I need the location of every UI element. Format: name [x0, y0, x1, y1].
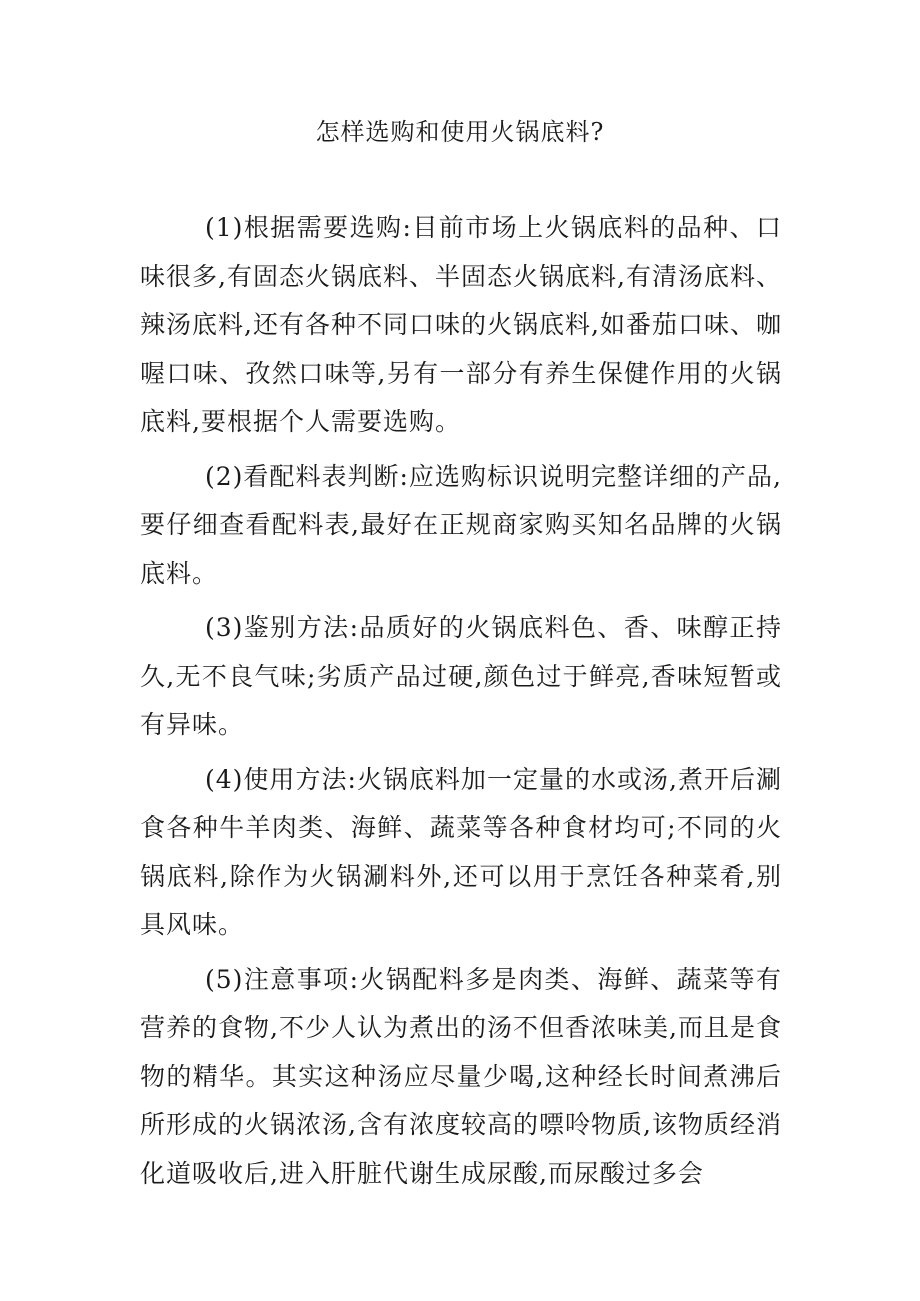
paragraph-2: (2)看配料表判断:应选购标识说明完整详细的产品,要仔细查看配料表,最好在正规商家购买知名品牌的火锅底料。: [140, 461, 782, 588]
paragraph-4: (4)使用方法:火锅底料加一定量的水或汤,煮开后涮食各种牛羊肉类、海鲜、蔬菜等各种食材均可;不同的火锅底料,除作为火锅涮料外,还可以用于烹饪各种菜肴,别具风味。: [140, 764, 782, 939]
document-title: 怎样选购和使用火锅底料?: [315, 118, 605, 146]
document-body: [140, 204, 782, 1204]
paragraph-1: (1)根据需要选购:目前市场上火锅底料的品种、口味很多,有固态火锅底料、半固态火锅底料,有清汤底料、辣汤底料,还有各种不同口味的火锅底料,如番茄口味、咖喔口味、孜然口味等,另有一部分有养生保健作用的火锅底料,要根据个人需要选购。: [140, 213, 782, 436]
paragraph-3: (3)鉴别方法:品质好的火锅底料色、香、味醇正持久,无不良气味;劣质产品过硬,颜色过于鲜亮,香味短暂或有异味。: [140, 613, 782, 739]
paragraph-5: (5)注意事项:火锅配料多是肉类、海鲜、蔬菜等有营养的食物,不少人认为煮出的汤不但香浓味美,而且是食物的精华。其实这种汤应尽量少喝,这种经长时间煮沸后所形成的火锅浓汤,含有浓度较高的嘌呤物质,该物质经消化道吸收后,进入肝脏代谢生成尿酸,而尿酸过多会: [140, 964, 782, 1188]
